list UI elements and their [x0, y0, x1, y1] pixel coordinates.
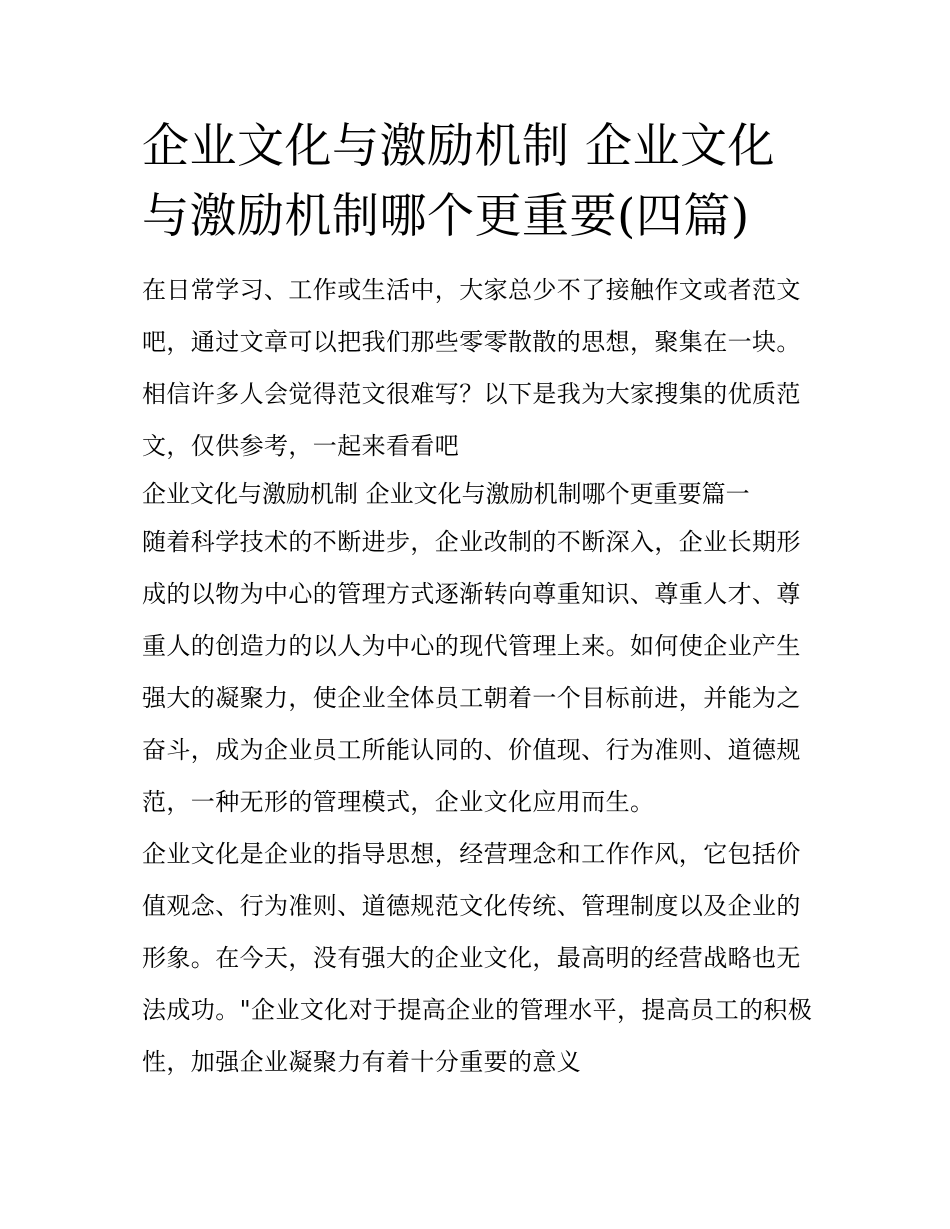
document-content — [142, 112, 814, 1088]
intro-paragraph: 在日常学习、工作或生活中，大家总少不了接触作文或者范文吧，通过文章可以把我们那些零零散散的思想，聚集在一块。相信许多人会觉得范文很难写？以下是我为大家搜集的优质范文，仅供参考，一起来看看吧 — [142, 276, 801, 460]
body-paragraph-1: 随着科学技术的不断进步，企业改制的不断深入，企业长期形成的以物为中心的管理方式逐渐转向尊重知识、尊重人才、尊重人的创造力的以人为中心的现代管理上来。如何使企业产生强大的凝聚力，使企业全体员工朝着一个目标前进，并能为之奋斗，成为企业员工所能认同的、价值现、行为准则、道德规范，一种无形的管理模式，企业文化应用而生。 — [142, 528, 801, 816]
section-heading: 企业文化与激励机制 企业文化与激励机制哪个更重要篇一 — [142, 480, 750, 508]
body-paragraph-2: 企业文化是企业的指导思想，经营理念和工作作风，它包括价值观念、行为准则、道德规范文化传统、管理制度以及企业的形象。在今天，没有强大的企业文化，最高明的经营战略也无法成功。"企业文化对于提高企业的管理水平，提高员工的积极性，加强企业凝聚力有着十分重要的意义 — [142, 840, 813, 1076]
document-title: 企业文化与激励机制 企业文化与激励机制哪个更重要(四篇) — [142, 119, 775, 244]
